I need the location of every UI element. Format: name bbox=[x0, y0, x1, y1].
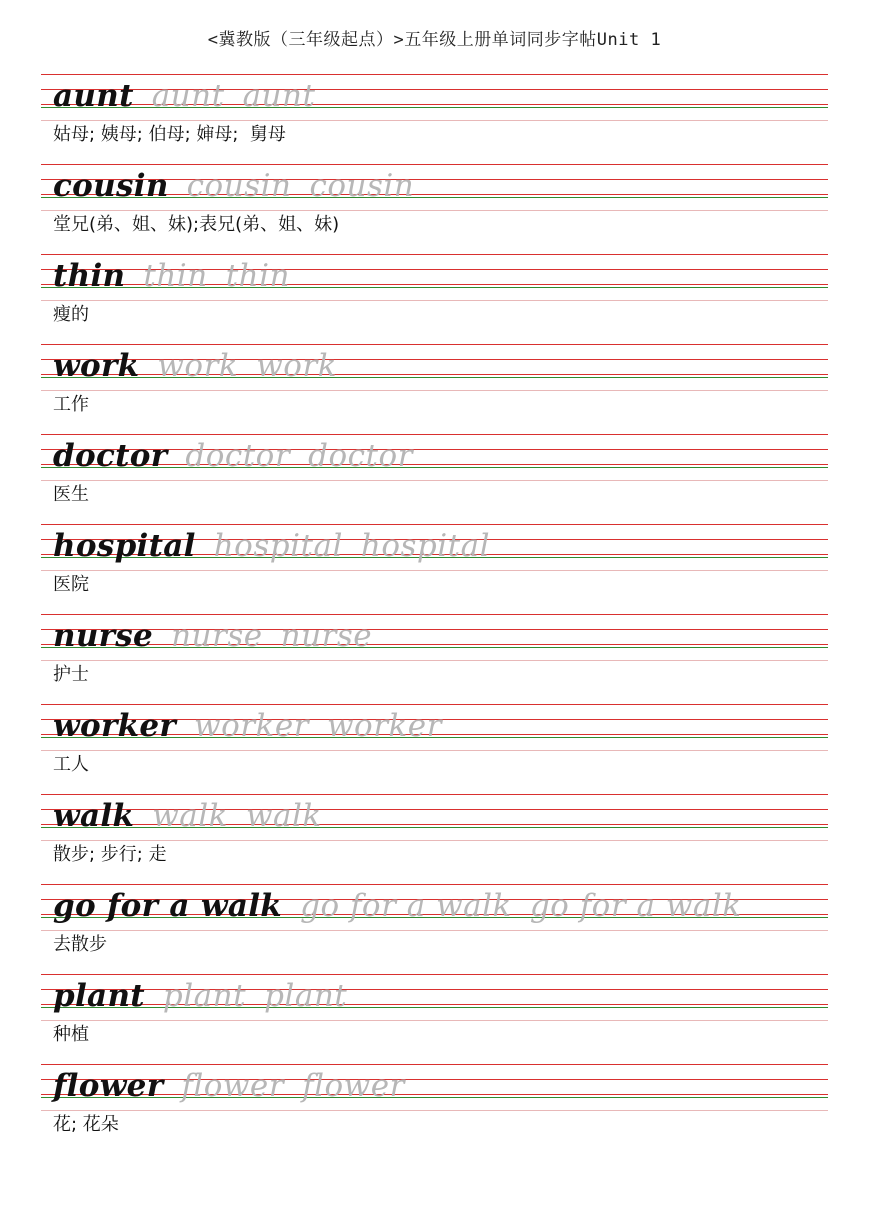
word-meaning: 种植 bbox=[53, 1024, 89, 1045]
entry-aunt bbox=[0, 74, 869, 164]
trace-word: aunt bbox=[151, 78, 225, 114]
word-line bbox=[53, 166, 414, 206]
guide-line-top bbox=[41, 434, 828, 435]
guide-line-top bbox=[41, 1064, 828, 1065]
guide-line-bottom bbox=[41, 840, 828, 841]
guide-line-top bbox=[41, 614, 828, 615]
word-meaning: 瘦的 bbox=[53, 304, 89, 325]
word-meaning: 去散步 bbox=[53, 934, 107, 955]
guide-line-bottom bbox=[41, 300, 828, 301]
trace-word: walk bbox=[152, 798, 228, 834]
guide-line-bottom bbox=[41, 480, 828, 481]
trace-word: doctor bbox=[308, 438, 413, 474]
trace-word: go for a walk bbox=[529, 888, 742, 924]
word-line bbox=[53, 436, 413, 476]
word-line bbox=[53, 346, 337, 386]
word-text: doctor bbox=[53, 438, 168, 474]
guide-line-bottom bbox=[41, 210, 828, 211]
word-text: walk bbox=[53, 798, 135, 834]
page-title: <冀教版（三年级起点）>五年级上册单词同步字帖Unit 1 bbox=[207, 30, 662, 50]
trace-word: plant bbox=[264, 978, 348, 1014]
word-meaning: 姑母; 姨母; 伯母; 婶母; 舅母 bbox=[53, 124, 286, 145]
trace-word: hospital bbox=[360, 528, 491, 564]
trace-word: flower bbox=[302, 1068, 405, 1104]
entry-go-for-a-walk bbox=[0, 884, 869, 974]
trace-word: nurse bbox=[171, 618, 263, 654]
entry-plant bbox=[0, 974, 869, 1064]
entry-nurse bbox=[0, 614, 869, 704]
word-text: worker bbox=[53, 708, 177, 744]
word-meaning: 医院 bbox=[53, 574, 89, 595]
word-text: nurse bbox=[53, 618, 154, 654]
entry-thin bbox=[0, 254, 869, 344]
word-meaning: 工人 bbox=[53, 754, 89, 775]
trace-word: thin bbox=[225, 258, 290, 294]
trace-word: worker bbox=[327, 708, 442, 744]
guide-line-bottom bbox=[41, 120, 828, 121]
word-meaning: 散步; 步行; 走 bbox=[53, 844, 167, 865]
trace-word: work bbox=[256, 348, 337, 384]
word-text: thin bbox=[53, 258, 126, 294]
entry-doctor bbox=[0, 434, 869, 524]
word-line bbox=[53, 616, 372, 656]
trace-word: plant bbox=[162, 978, 247, 1014]
word-line bbox=[53, 886, 742, 926]
word-line bbox=[53, 976, 347, 1016]
word-line bbox=[53, 526, 490, 566]
guide-line-top bbox=[41, 524, 828, 525]
word-meaning: 护士 bbox=[53, 664, 89, 685]
entry-flower bbox=[0, 1064, 869, 1154]
guide-line-bottom bbox=[41, 1110, 828, 1111]
entry-hospital bbox=[0, 524, 869, 614]
trace-word: flower bbox=[181, 1068, 285, 1104]
word-text: aunt bbox=[53, 78, 134, 114]
trace-word: walk bbox=[245, 798, 322, 834]
guide-line-top bbox=[41, 74, 828, 75]
trace-word: hospital bbox=[213, 528, 343, 564]
word-meaning: 医生 bbox=[53, 484, 89, 505]
guide-line-top bbox=[41, 974, 828, 975]
guide-line-bottom bbox=[41, 750, 828, 751]
guide-line-top bbox=[41, 704, 828, 705]
guide-line-top bbox=[41, 164, 828, 165]
trace-word: cousin bbox=[186, 168, 292, 204]
guide-line-bottom bbox=[41, 930, 828, 931]
word-text: flower bbox=[53, 1068, 164, 1104]
word-text: plant bbox=[53, 978, 145, 1014]
trace-word: go for a walk bbox=[300, 888, 512, 924]
guide-line-top bbox=[41, 794, 828, 795]
guide-line-top bbox=[41, 884, 828, 885]
entry-walk bbox=[0, 794, 869, 884]
guide-line-top bbox=[41, 344, 828, 345]
trace-word: nurse bbox=[280, 618, 373, 654]
word-line bbox=[53, 1066, 405, 1106]
trace-word: aunt bbox=[242, 78, 316, 114]
guide-line-bottom bbox=[41, 1020, 828, 1021]
word-meaning: 堂兄(弟、姐、妹);表兄(弟、姐、妹) bbox=[53, 214, 340, 235]
word-line bbox=[53, 76, 315, 116]
word-meaning: 工作 bbox=[53, 394, 89, 415]
trace-word: work bbox=[157, 348, 239, 384]
guide-line-bottom bbox=[41, 660, 828, 661]
trace-word: cousin bbox=[309, 168, 415, 204]
word-meaning: 花; 花朵 bbox=[53, 1114, 119, 1135]
word-text: work bbox=[53, 348, 140, 384]
guide-line-top bbox=[41, 254, 828, 255]
entry-work bbox=[0, 344, 869, 434]
trace-word: worker bbox=[194, 708, 309, 744]
word-text: hospital bbox=[53, 528, 196, 564]
guide-line-bottom bbox=[41, 390, 828, 391]
entry-cousin bbox=[0, 164, 869, 254]
trace-word: doctor bbox=[185, 438, 291, 474]
entry-worker bbox=[0, 704, 869, 794]
trace-word: thin bbox=[143, 258, 208, 294]
word-text: cousin bbox=[53, 168, 169, 204]
word-line bbox=[53, 256, 290, 296]
word-line bbox=[53, 796, 322, 836]
word-text: go for a walk bbox=[53, 888, 283, 924]
word-line bbox=[53, 706, 442, 746]
guide-line-bottom bbox=[41, 570, 828, 571]
